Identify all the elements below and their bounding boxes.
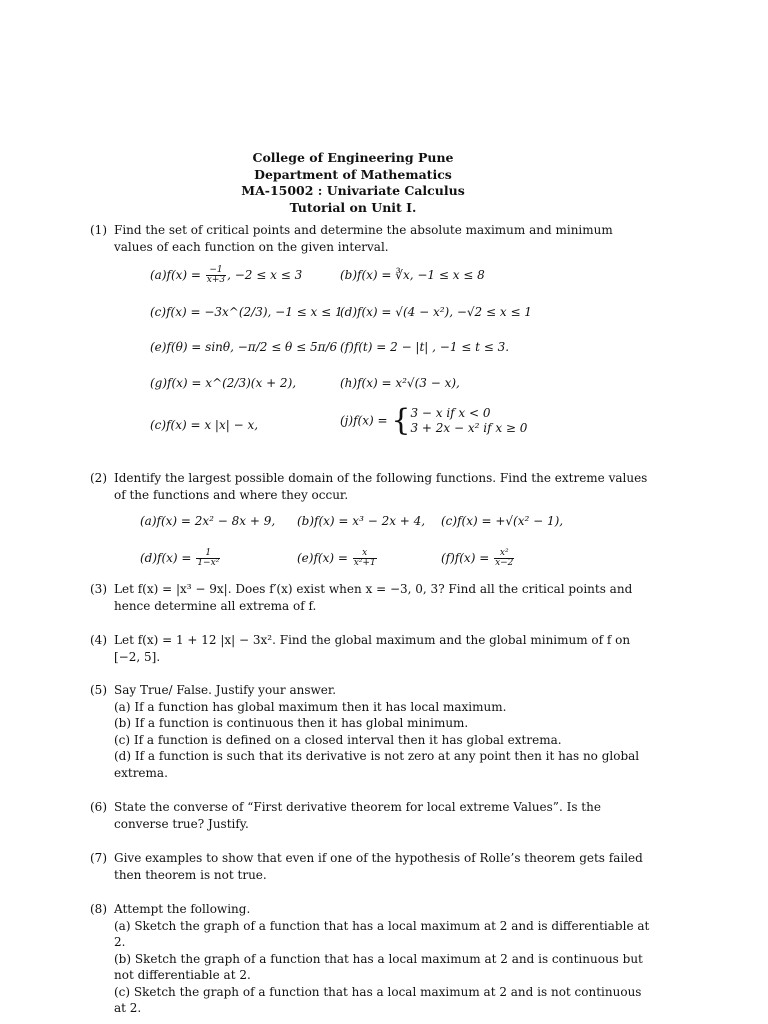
q8-part-c: (c) Sketch the graph of a function that has a local maximum at 2 and is not continuous at 2. [114, 984, 642, 1015]
question-6 [90, 799, 650, 832]
question-number: (2) [90, 471, 107, 485]
q1-part-f: (f)f(t) = 2 − |t| , −1 ≤ t ≤ 3. [340, 340, 510, 354]
question-text: State the converse of “First derivative theorem for local extreme Values”. Is the converse true? Justify. [114, 800, 601, 831]
q8-part-a: (a) Sketch the graph of a function that has a local maximum at 2 and is differentiable at 2. [114, 918, 650, 949]
department-name: Department of Mathematics [254, 166, 452, 182]
q1-part-c: (c)f(x) = −3x^(2/3), −1 ≤ x ≤ 1 [150, 305, 343, 319]
fraction: $\frac{\text{x²}}{x-2}$ [495, 548, 514, 568]
question-5 [90, 682, 650, 781]
q5-part-b: (b) If a function is continuous then it has global minimum. [114, 716, 469, 730]
q5-part-c: (c) If a function is defined on a closed interval then it has global extrema. [114, 732, 562, 747]
question-number: (4) [90, 633, 107, 647]
q1-part-d: (d)f(x) = √(4 − x²), −√2 ≤ x ≤ 1 [340, 305, 532, 319]
q2-part-a: (a)f(x) = 2x² − 8x + 9, [140, 514, 276, 528]
q1-part-a: (a)f(x) = $\frac{-1}{x+3}$ , −2 ≤ x ≤ 3 [150, 265, 303, 285]
question-3 [90, 581, 650, 614]
question-text: Let f(x) = |x³ − 9x|. Does f′(x) exist when x = −3, 0, 3? Find all the critical points and hence determine all extrema of f. [114, 582, 633, 613]
q1-part-e: (e)f(θ) = sinθ, −π/2 ≤ θ ≤ 5π/6 [150, 340, 338, 354]
document-header [0, 150, 706, 216]
question-text: Attempt the following. [114, 902, 251, 916]
question-7 [90, 850, 650, 883]
tutorial-title: Tutorial on Unit I. [289, 199, 417, 215]
q2-part-b: (b)f(x) = x³ − 2x + 4, [297, 514, 426, 528]
q1-part-j: (j)f(x) = { 3 − x if x < 0 3 + 2x − x² if x ≥ 0 [340, 403, 528, 438]
question-number: (8) [90, 902, 107, 916]
q2-part-e: (e)f(x) = $\frac{x}{\text{x²+1}}$ [297, 548, 376, 568]
question-8 [90, 901, 650, 1017]
q2-part-c: (c)f(x) = +√(x² − 1), [441, 514, 564, 528]
question-text: Find the set of critical points and determine the absolute maximum and minimum values of each function on the given interval. [114, 223, 613, 254]
question-text: Let f(x) = 1 + 12 |x| − 3x². Find the global maximum and the global minimum of f on [−2, 5]. [114, 633, 631, 664]
q5-part-a: (a) If a function has global maximum then it has local maximum. [114, 699, 507, 714]
q1-part-i: (c)f(x) = x |x| − x, [150, 418, 259, 432]
question-number: (5) [90, 683, 107, 697]
question-text: Say True/ False. Justify your answer. [114, 683, 337, 697]
fraction: $\frac{-1}{x+3}$ [206, 265, 226, 285]
fraction: $\frac{1}{\text{1−x²}}$ [197, 548, 220, 568]
question-number: (1) [90, 223, 107, 237]
question-number: (6) [90, 800, 107, 814]
question-4 [90, 632, 650, 665]
q8-part-b: (b) Sketch the graph of a function that has a local maximum at 2 and is continuous but not differentiable at 2. [114, 951, 643, 982]
q2-part-f: (f)f(x) = $\frac{\text{x²}}{x-2}$ [441, 548, 514, 568]
q1-part-b: (b)f(x) = ∛x, −1 ≤ x ≤ 8 [340, 268, 485, 282]
question-2 [90, 470, 650, 503]
question-1 [90, 222, 650, 255]
q2-part-d: (d)f(x) = $\frac{1}{\text{1−x²}}$ [140, 548, 220, 568]
question-number: (3) [90, 582, 107, 596]
q1-part-g: (g)f(x) = x^(2/3)(x + 2), [150, 376, 297, 390]
college-name: College of Engineering Pune [252, 150, 454, 165]
question-text: Give examples to show that even if one of the hypothesis of Rolle’s theorem gets failed then theorem is not true. [114, 851, 643, 882]
fraction: $\frac{x}{\text{x²+1}}$ [353, 548, 376, 568]
q5-part-d: (d) If a function is such that its derivative is not zero at any point then it has no global extrema. [114, 749, 640, 780]
q1-part-h: (h)f(x) = x²√(3 − x), [340, 376, 460, 390]
question-text: Identify the largest possible domain of the following functions. Find the extreme values of the functions and where they occur. [114, 471, 648, 502]
course-title: MA-15002 : Univariate Calculus [241, 183, 465, 198]
question-number: (7) [90, 851, 107, 865]
piecewise-cases: 3 − x if x < 0 3 + 2x − x² if x ≥ 0 [410, 406, 528, 435]
